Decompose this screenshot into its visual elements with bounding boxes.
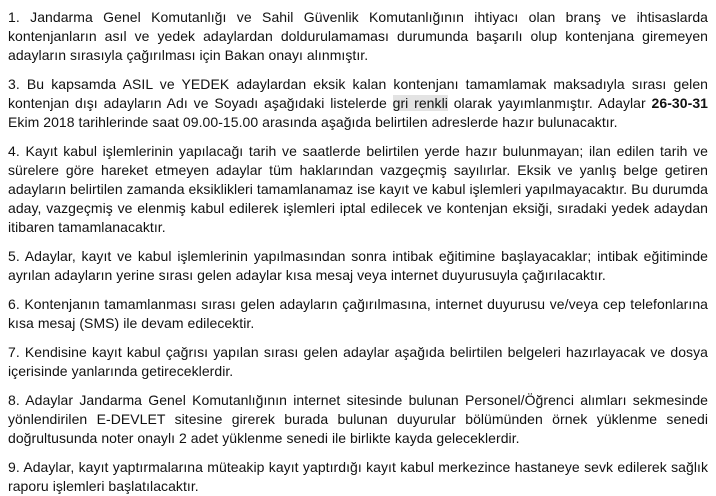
- paragraph-7: 7. Kendisine kayıt kabul çağrısı yapılan sırası gelen adaylar aşağıda belirtilen belgeleri hazırlayacak ve dosya içerisinde yanlarında getireceklerdir.: [8, 344, 708, 379]
- paragraph-3-text-c: Ekim 2018 tarihlerinde saat 09.00-15.00 arasında aşağıda belirtilen adreslerde hazır bulunacaktır.: [8, 114, 618, 130]
- paragraph-1: 1. Jandarma Genel Komutanlığı ve Sahil Güvenlik Komutanlığının ihtiyacı olan branş ve ihtisaslarda kontenjanların asıl ve yedek adaylardan doldurulamaması durumunda başarılı olup kontenjana giremeyen adayların sırasıyla çağırılması için Bakan onayı alınmıştır.: [8, 9, 708, 63]
- paragraph-3: [8, 75, 708, 132]
- gray-highlight-text: gri renkli: [392, 95, 448, 111]
- registration-dates: 26-30-31: [651, 95, 708, 111]
- paragraph-9: 9. Adaylar, kayıt yaptırmalarına müteakip kayıt yaptırdığı kayıt kabul merkezince hastaneye sevk edilerek sağlık raporu işlemleri başlatılacaktır.: [8, 459, 708, 494]
- paragraph-3-text-a: 3. Bu kapsamda ASIL ve YEDEK adaylardan eksik kalan kontenjanı tamamlamak maksadıyla sırası gelen kontenjan dışı adayların Adı ve Soyadı aşağıdaki listelerde: [8, 76, 708, 111]
- paragraph-4: 4. Kayıt kabul işlemlerinin yapılacağı tarih ve saatlerde belirtilen yerde hazır bulunmayan; ilan edilen tarih ve sürelere göre hareket etmeyen adaylar tüm haklarından vazgeçmiş sayılırlar. Eksik ve yanlış belge getiren adayların belirtilen zamanda eksiklikleri tamamlanamaz ise kayıt ve kabul işlemleri yapılmayacaktır. Bu durumda aday, vazgeçmiş ve elenmiş kabul edilerek işlemleri iptal edilecek ve kontenjan eksiği, sıradaki yedek adaydan itibaren tamamlanacaktır.: [8, 143, 708, 235]
- paragraph-3-text-b: olarak yayımlanmıştır. Adaylar: [447, 95, 652, 111]
- paragraph-5: 5. Adaylar, kayıt ve kabul işlemlerinin yapılmasından sonra intibak eğitimine başlayacaklar; intibak eğitiminde ayrılan adayların yerine sırası gelen adaylar kısa mesaj veya internet duyurusuyla çağırılacaktır.: [8, 248, 708, 283]
- paragraph-6: 6. Kontenjanın tamamlanması sırası gelen adayların çağırılmasına, internet duyurusu ve/veya cep telefonlarına kısa mesaj (SMS) ile devam edilecektir.: [8, 296, 708, 331]
- paragraph-8: 8. Adaylar Jandarma Genel Komutanlığının internet sitesinde bulunan Personel/Öğrenci alımları sekmesinde yönlendirilen E-DEVLET sitesine girerek burada bulunan duyurular bölümünden örnek yüklenme senedi doğrultusunda noter onaylı 2 adet yüklenme senedi ile birlikte kayda geleceklerdir.: [8, 392, 708, 446]
